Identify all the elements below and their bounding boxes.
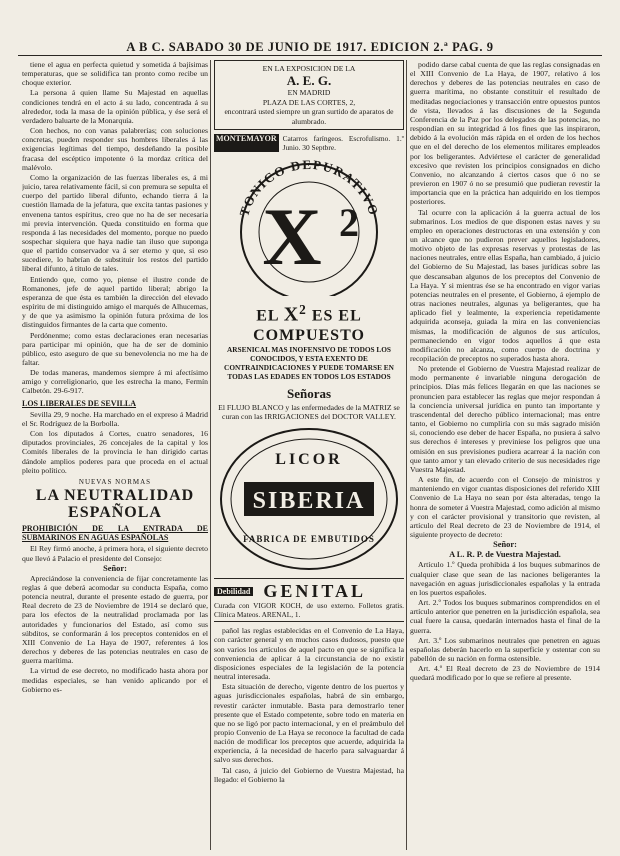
headline: LA NEUTRALIDAD xyxy=(35,487,195,505)
genital-advertisement xyxy=(214,578,404,622)
genital-tag: Debilidad xyxy=(214,587,253,596)
paragraph: podido darse cabal cuenta de que las reglas consignadas en el XIII Convenio de La Haya, de 1907, relativo á los derechos y deberes de las potencias neutrales en caso de guerra marítima, no obstante constituir el resultado de meditadas negociaciones y transacción entre opuestos puntos de vista, llevados á las discusiones de la Segunda Conferencia de la Paz por los delegados de las potencias, no respondían en su integridad á los fines que las inspiraron, debido á la evolución más rápida en el orden de los hechos que en el del derecho de los elementos militares empleados por los beligerantes. Adviértese el carácter de generalidad excesivo que revisten los principios consignados en dicho Convenio, no alcanzando á ciertos casos que ó no se previeron en 1907 ó no se presumió que pudieran revestir la importancia que en la práctica han adquirido en los tiempos posteriores. xyxy=(410,60,600,207)
page-header: A B C. SABADO 30 DE JUNIO DE 1917. EDICION 2.ª PAG. 9 xyxy=(126,40,494,54)
ad-text: Catarros faríngeos. Escrofulismo. 1.º Junio. 30 Septbre. xyxy=(282,134,404,153)
kicker: NUEVAS NORMAS xyxy=(78,477,152,486)
paragraph: Como la organización de las fuerzas liberales es, á mi juicio, tarea relativamente fácil, si con premura se sepulta el cuerpo del partido liberal difunto, echando tierra á la cuestión llamada de la jefatura, que excita tantas pasiones y envenena tantos espíritus, creo que no ha de ser necesaria mi previa intervención. Queda constituido en forma que responda á las necesidades del momento, porque no puedo sospechar siquiera que haya nadie tan iluso que suponga que el partido conservador va á ser eterno y que, si eso sucediere, lo habrían de substituir los restos del partido liberal difunto, á título de tales. xyxy=(22,172,208,274)
seal-2-mark: 2 xyxy=(339,200,359,246)
paragraph: La persona á quien llame Su Majestad en aquellas condiciones tendrá en el acto á su lado, concentrada á su alrededor, toda la masa de la opinión pública, y ése será el verdadero baluarte de la Monarquía. xyxy=(22,88,208,125)
subheadline: PROHIBICIÓN DE LA ENTRADA DE SUBMARINOS EN AGUAS ESPAÑOLAS xyxy=(22,524,208,543)
ad-line: EN MADRID xyxy=(287,88,331,98)
paragraph: No pretende el Gobierno de Vuestra Majestad realizar de modo permanente é invariable ninguna derogación de principios. Días más felices llegarán en que las naciones se pronuncien para establecer las reglas que mejor respondan á la conciencia universal jurídica en punto tan importante y trascendental del derecho público internacional; mas entre tanto, el Gobierno no cumpliría con su más sagrado misión si, conociendo ese deber de hacer España, no pusiera á salvo sus derechos é intereses y previniese los peligros que una omisión en sus previsiones pudiera acarrear á la nación con que tanto amor y tan elevado criterio de sus necesidades rige Vuestra Majestad. xyxy=(410,364,600,474)
ad-line: PLAZA DE LAS CORTES, 2, xyxy=(262,97,356,107)
ad-tag: MONTEMAYOR xyxy=(214,134,279,152)
paragraph: Con hechos, no con vanas palabrerías; con soluciones concretas, pueden responder sus hombres liberales á las exigencias legítimas del tiempo, desdeñando la posible fracasa del escéptico impotente ó la mordaz crítica del malévolo. xyxy=(22,126,208,172)
column-middle xyxy=(214,60,404,852)
seal-x-mark: X xyxy=(262,191,322,283)
siberia-name: SIBERIA xyxy=(252,488,366,515)
paragraph: Perdónenme; como estas declaraciones eran necesarias para participar mi opinión, que ha de ser de dominio público, esto aseguro de que su benevolencia no me ha de faltar. xyxy=(22,330,208,367)
paragraph: Entiendo que, como yo, piense el ilustre conde de Romanones, jefe de aquel partido liberal; abrigo la esperanza de que ésta es también la dirección del elevado espíritu de mi distinguido amigo el marqués de Alhucemas, y de que ya asimismo la opinión futura próxima de los distinguidos firmantes de la carta que comento. xyxy=(22,274,208,330)
paragraph: Tal caso, á juicio del Gobierno de Vuestra Majestad, ha llegado: el Gobierno la xyxy=(214,765,404,784)
paragraph: A este fin, de acuerdo con el Consejo de ministros y manteniendo en vigor cuantas disposiciones del referido XIII Convenio de La Haya no sean por ésta alteradas, tengo la honra de someter á Vuestra Majestad, como adición al mismo y con el carácter provisional y transitorio que revisten, al artículo del Real decreto de 23 de Noviembre de 1914, el siguiente proyecto de decreto: xyxy=(410,475,600,539)
tonico-seal xyxy=(214,156,404,296)
x2-sub: 2 xyxy=(299,302,307,318)
tonico-depurativo-advertisement xyxy=(214,156,404,296)
column-left xyxy=(22,60,208,852)
header-rule xyxy=(18,55,602,56)
siberia-top-text: LICOR xyxy=(275,451,343,469)
genital-text: Curada con VIGOR KOCH, de uso externo. Folletos gratis. Clínica Mateos. ARENAL, 1. xyxy=(214,601,404,620)
salutation: Señor: xyxy=(493,540,517,550)
siberia-advertisement xyxy=(214,424,404,574)
x2-advertisement xyxy=(214,300,404,382)
siberia-bottom-text: FABRICA DE EMBUTIDOS xyxy=(243,534,375,545)
x2-rest: ES EL COMPUESTO xyxy=(253,307,365,345)
paragraph: Apreciándose la conveniencia de fijar concretamente las reglas á que deberá acomodar su conducta España, como potencia neutral, durante el presente estado de guerra, por Real decreto de 23 de Noviembre de 1914 se declaró que, para los efectos de la neutralidad proclamada por las autoridades y funcionarios del Estado, así como sus súbditos, se conformarán á los preceptos contenidos en el XIII Convenio de La Haya de 1907, referentes á los derechos y deberes de las potencias neutrales en caso de guerra marítima. xyxy=(22,573,208,666)
ad-line: EN LA EXPOSICION DE LA xyxy=(262,64,356,73)
column-right xyxy=(410,60,600,852)
paragraph: Sevilla 29, 9 noche. Ha marchado en el expreso á Madrid el Sr. Rodríguez de la Borbolla. xyxy=(22,409,208,428)
paragraph: El Rey firmó anoche, á primera hora, el siguiente decreto que llevó á Palacio el presidente del Consejo: xyxy=(22,544,208,563)
ad-line: encontrará usted siempre un gran surtido de aparatos de alumbrado. xyxy=(224,107,394,126)
article: Art. 3.º Los submarinos neutrales que penetren en aguas españolas deberán hacerlo en la superficie y ostentar con su pabellón de su nación en forma ostensible. xyxy=(410,635,600,663)
aeg-advertisement xyxy=(214,60,404,130)
paragraph: Con los diputados á Cortes, cuatro senadores, 16 diputados provinciales, 26 concejales de la capital y los Comités liberales de la provincia le han dirigido cartas dándole amplios poderes para que proceda en el actual pleito político. xyxy=(22,429,208,475)
paragraph: pañol las reglas establecidas en el Convenio de La Haya, con carácter general y en muchos casos dudosos, puesto que son varios los artículos de aquel pacto en que se significa la conveniencia de aplicar á la circunstancia de no existir disposiciones especiales de la legislación de la potencia neutral interesada. xyxy=(214,626,404,682)
x2-lead: EL xyxy=(256,307,279,325)
headline: ESPAÑOLA xyxy=(68,504,162,522)
genital-name: GENITAL xyxy=(263,581,367,602)
article: Art. 2.º Todos los buques submarinos comprendidos en el artículo anterior que penetren en la jurisdicción española, sea cual fuere la causa, quedarán internados hasta el final de la guerra. xyxy=(410,598,600,635)
column-divider xyxy=(406,60,407,850)
article: Artículo 1.º Queda prohibida á los buques submarinos de cualquier clase que sean de las naciones beligerantes la navegación en aguas jurisdiccionales españolas y la entrada en los puertos españoles. xyxy=(410,560,600,597)
montemayor-advertisement xyxy=(214,134,404,152)
seal-ring-text: TONICO DEPURATIVO xyxy=(236,156,382,219)
salutation: A L. R. P. de Vuestra Majestad. xyxy=(449,550,561,560)
salutation: Señor: xyxy=(103,563,127,573)
column-divider xyxy=(210,60,211,850)
paragraph: tiene el agua en perfecta quietud y sometida á bajísimas temperaturas, que se solidifica tan pronto como recibe un choque exterior. xyxy=(22,60,208,88)
paragraph: Tal ocurre con la aplicación á la guerra actual de los submarinos. Los medios de que disponen estas naves y su empleo en operaciones destructoras en una extensión y con un alcance que no pudieron prever aquellos legisladores, motivo objeto de las expresas reservas y protestas de las naciones neutrales, entre ellas España, han cambiado, á juicio del Gobierno de Su Majestad, las bases jurídicas sobre las que descansaban algunos de los preceptos del Convenio de La Haya. Y si mientras ése se ha encontrado en vigor varias potencias neutrales en el presente, el Gobierno, á ejemplo de otras naciones neutrales, algunas ya beligerantes, que ha aplicado fiel y lealmente, la experiencia repetidamente adquirida aconseja, guiada la mira en las conveniencias mismas, la modificación de algunos de sus artículos, permaneciendo en vigor todos aquellos á que esta modificación no alcanza, como cuerpo de doctrina y recopilación de preceptos no superados hasta ahora. xyxy=(410,207,600,363)
article: Art. 4.º El Real decreto de 23 de Noviembre de 1914 quedará modificado por lo que se refiere al presente. xyxy=(410,664,600,683)
ad-brand: A. E. G. xyxy=(286,73,332,89)
paragraph: De todas maneras, mandemos siempre á mi afectísimo amigo y correligionario, que les estrecha la mano, Fermín Calbetón. 29-6-917. xyxy=(22,368,208,396)
x2-mark: X xyxy=(283,303,300,326)
paragraph: La virtud de ese decreto, no modificado hasta ahora por medidas especiales, se han venido aplicando por el Gobierno es- xyxy=(22,666,208,694)
x2-body: ARSENICAL MAS INOFENSIVO DE TODOS LOS CONOCIDOS, Y ESTA EXENTO DE CONTRAINDICACIONES Y PUEDE TOMARSE EN TODAS LAS EDADES EN TODOS LOS ESTADOS xyxy=(224,345,394,382)
senoras-text: El FLUJO BLANCO y las enfermedades de la MATRIZ se curan con las IRRIGACIONES del DOCTOR VALLEY. xyxy=(218,402,400,422)
section-title-sevilla: LOS LIBERALES DE SEVILLA xyxy=(22,398,137,408)
siberia-emblem xyxy=(214,424,404,574)
paragraph: Esta situación de derecho, vigente dentro de los puertos y aguas jurisdiccionales españolas, habrá de sin embargo, revestir carácter inmutable. Basta para demostrarlo tener presente que el Estado competente, sobre todo en materia en que no se ligó por pacto internacional, y en el preámbulo del propio Convenio de La Haya se reconoce la facultad de cada nación de modificar los preceptos que acuerde, adquirida la experiencia, á la necesidad de hacerlo para salvaguardar á salvo sus derechos. xyxy=(214,682,404,765)
senoras-title: Señoras xyxy=(286,385,332,401)
